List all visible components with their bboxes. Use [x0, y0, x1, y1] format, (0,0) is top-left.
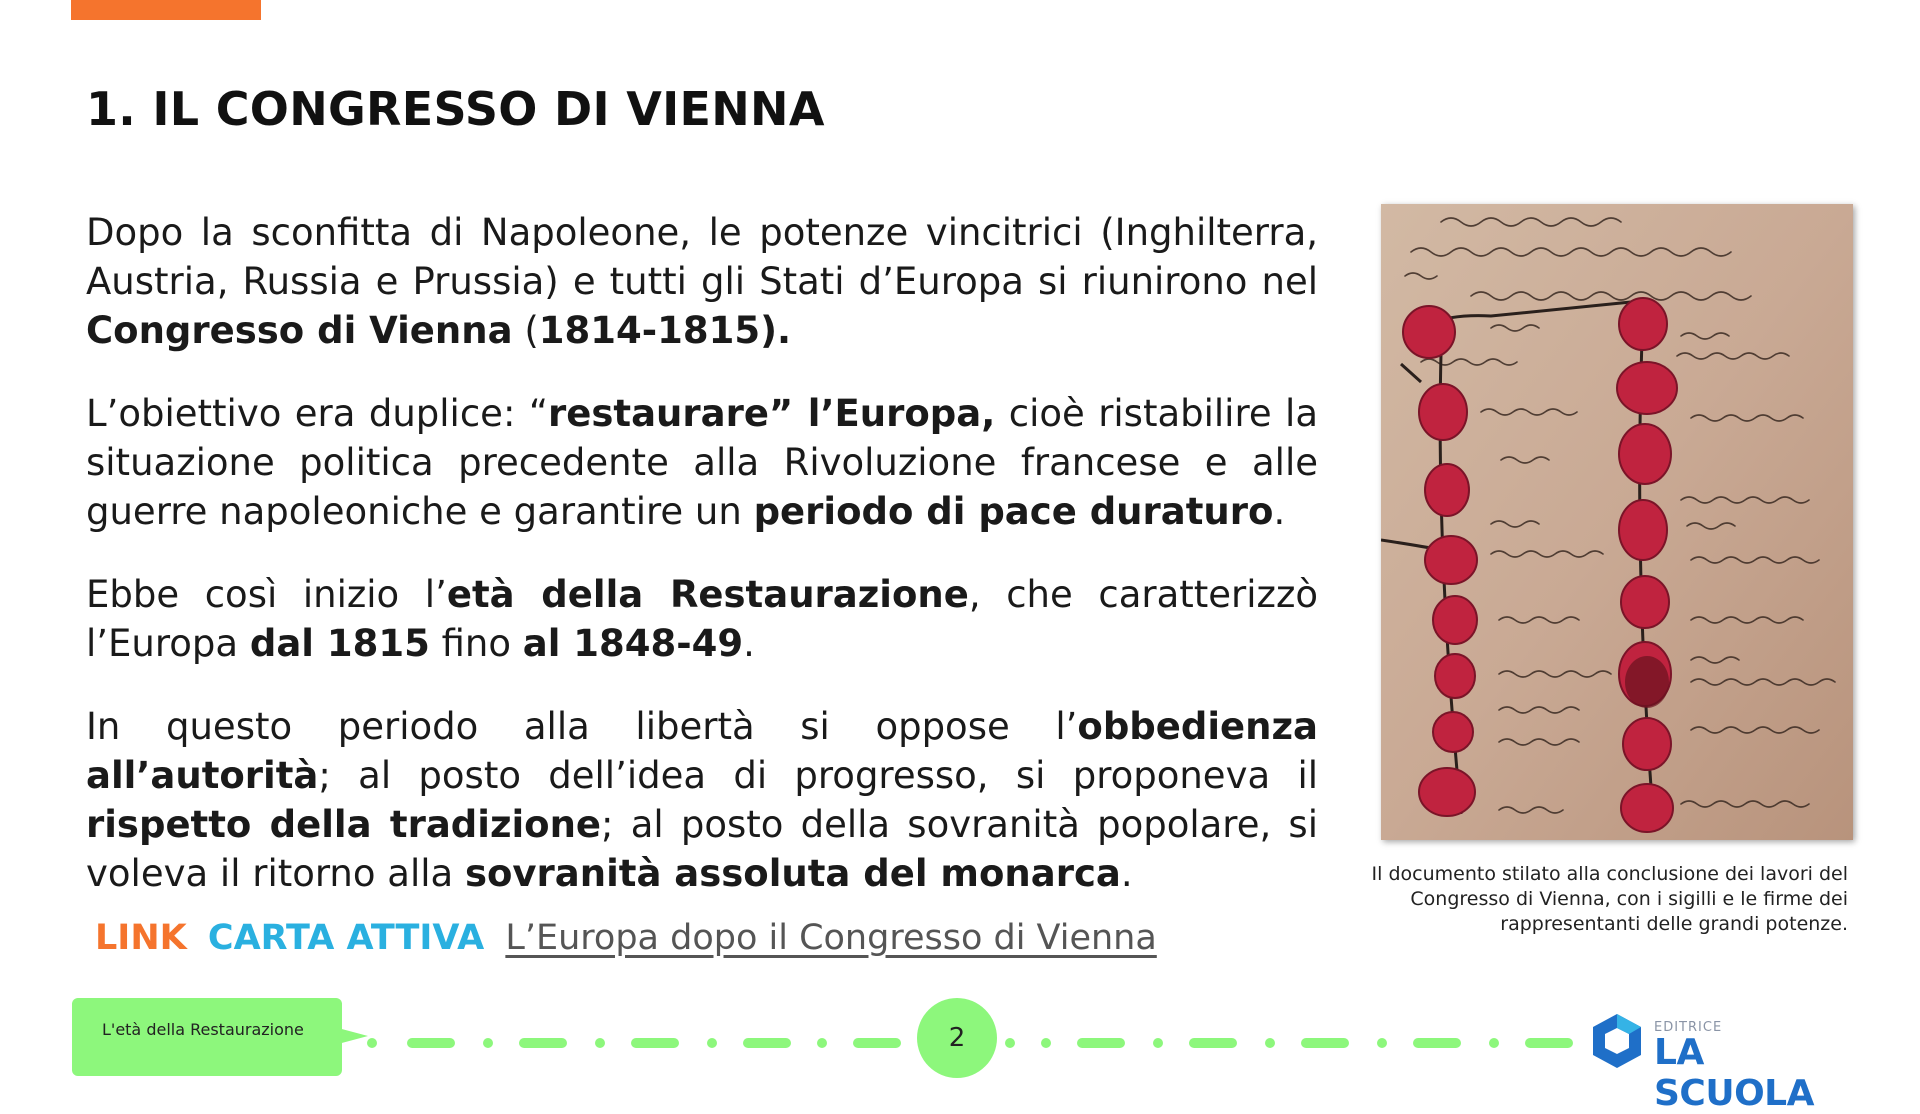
- map-link[interactable]: L’Europa dopo il Congresso di Vienna: [505, 918, 1157, 958]
- text-run: cioè ristabilire la situazione politica precedente alla Rivoluzione francese e alle guerre napoleoniche e garantire un: [86, 392, 1319, 533]
- bold-text: sovranità assoluta del monarca: [464, 852, 1121, 895]
- text-run: ; al posto della sovranità popolare, si voleva il ritorno alla: [86, 803, 1318, 895]
- paragraph-restoration-age: [86, 570, 1318, 668]
- link-row: [95, 918, 1157, 958]
- text-run: (: [512, 309, 539, 352]
- section-name: L'età della Restaurazione: [102, 1020, 304, 1039]
- text-run: Ebbe così inizio l’: [86, 573, 447, 616]
- publisher-logo: [1590, 1008, 1852, 1114]
- bold-text: periodo di pace duraturo: [753, 490, 1274, 533]
- logo-title: LA SCUOLA: [1654, 1032, 1814, 1114]
- text-run: L’obiettivo era duplice: “: [86, 392, 549, 435]
- link-tag: LINK: [95, 918, 187, 958]
- footer-dashed-line: [0, 1028, 1590, 1058]
- text-run: , che caratterizzò l’Europa: [86, 573, 1319, 665]
- text-run: Dopo la sconfitta di Napoleone, le potenze vincitrici (Inghilterra, Austria, Russia e Prussia) e tutti gli Stati d’Europa si riunirono nel: [86, 211, 1318, 303]
- bold-text: obbedienza all’autorità: [86, 705, 1318, 797]
- paragraph-objective: [86, 389, 1318, 536]
- bold-text: restaurare” l’Europa,: [548, 392, 996, 435]
- text-run: .: [1120, 852, 1133, 895]
- paragraph-congress: [86, 208, 1318, 355]
- text-run: .: [743, 622, 755, 665]
- hexagon-cube-icon: [1590, 1012, 1644, 1070]
- text-run: ; al posto dell’idea di progresso, si proponeva il: [318, 754, 1318, 797]
- bold-text: rispetto della tradizione: [86, 803, 602, 846]
- image-caption: Il documento stilato alla conclusione dei lavori del Congresso di Vienna, con i sigilli e le firme dei rappresentanti delle grandi potenze.: [1371, 863, 1848, 935]
- bold-text: al 1848-49: [522, 622, 744, 665]
- link-type-label[interactable]: CARTA ATTIVA: [207, 918, 485, 958]
- bold-text: età della Restaurazione: [446, 573, 969, 616]
- bold-text: 1814-1815).: [538, 309, 792, 352]
- bold-text: dal 1815: [249, 622, 430, 665]
- page-number: 2: [917, 998, 997, 1078]
- treaty-document-image: [1381, 204, 1853, 840]
- bold-text: Congresso di Vienna: [86, 309, 513, 352]
- text-run: fino: [429, 622, 523, 665]
- logo-subtitle: EDITRICE: [1654, 1020, 1723, 1035]
- paragraph-values: [86, 702, 1318, 898]
- text-run: In questo periodo alla libertà si oppose l’: [86, 705, 1078, 748]
- top-accent-bar: [71, 0, 261, 20]
- text-run: .: [1273, 490, 1286, 533]
- page-title: 1. IL CONGRESSO DI VIENNA: [86, 82, 825, 136]
- treaty-document-illustration: [1381, 204, 1853, 840]
- main-text: [86, 208, 1318, 932]
